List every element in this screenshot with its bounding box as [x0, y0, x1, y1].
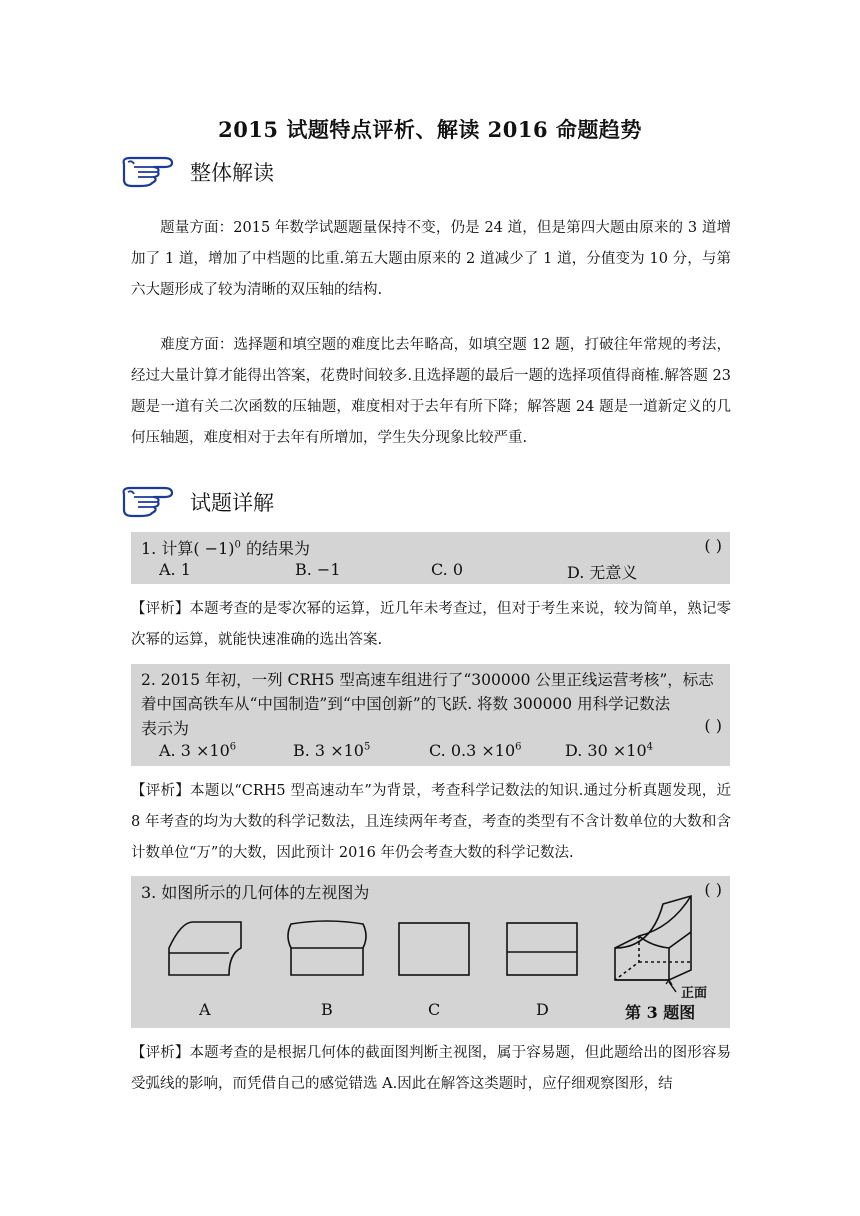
analysis-q3: 【评析】本题考查的是根据几何体的截面图判断主视图，属于容易题，但此题给出的图形容易受弧线的影响，而凭借自己的感觉错选 A.因此在解答这类题时，应仔细观察图形，结 — [131, 1045, 731, 1092]
paragraph-difficulty: 难度方面：选择题和填空题的难度比去年略高，如填空题 12 题，打破往年常规的考法，经过大量计算才能得出答案，花费时间较多.且选择题的最后一题的选择项值得商榷.解答题 23 题是一道有关二次函数的压轴题，难度相对于去年有所下降；解答题 24 题是一道新定义的几何压轴题，难度相对于去年有所增加，学生失分现象比较严重. — [131, 337, 731, 446]
figure-c — [399, 923, 469, 975]
question-3-stem: 3. 如图所示的几何体的左视图为 — [141, 883, 370, 902]
section-overall-header — [120, 152, 274, 192]
option-a: A. 1 — [159, 560, 191, 579]
question-2-line-3: 表示为 — [141, 719, 190, 738]
answer-paren: ( ) — [704, 880, 722, 899]
option-a: A. $3 \times 10^6$ — [159, 741, 237, 760]
option-b: B. −1 — [295, 560, 341, 579]
question-2-line-2: 着中国高铁车从“中国制造”到“中国创新”的飞跃. 将数 300000 用科学记数法 — [141, 695, 671, 713]
question-2-line-1: 2. 2015 年初，一列 CRH5 型高速车组进行了“300000 公里正线运营考核”，标志 — [141, 671, 714, 689]
label-d: D — [536, 1000, 549, 1019]
label-c: C — [428, 1000, 441, 1019]
question-2-box — [131, 664, 730, 766]
analysis-q1: 【评析】本题考查的是零次幂的运算，近几年未考查过，但对于考生来说，较为简单，熟记零次幂的运算，就能快速准确的选出答案. — [131, 601, 731, 648]
figure-b — [288, 921, 366, 975]
option-d: D. 无意义 — [567, 563, 638, 582]
answer-paren: ( ) — [704, 716, 722, 735]
figure-d — [507, 923, 577, 975]
front-label: 正面 — [681, 986, 708, 1001]
option-b: B. $3 \times 10^5$ — [293, 741, 371, 760]
pointing-hand-icon — [120, 484, 176, 520]
question-3-box — [131, 876, 730, 1028]
option-d: D. $30 \times 10^4$ — [565, 741, 654, 760]
question-1-stem: 1. 计算( −1)$^0$ 的结果为 — [141, 539, 310, 558]
section-title: 整体解读 — [190, 161, 274, 185]
question-1-box — [131, 532, 730, 584]
section-details-header — [120, 482, 274, 522]
analysis-q2: 【评析】本题以“CRH5 型高速动车”为背景，考查科学记数法的知识.通过分析真题发现，近 8 年考查的均为大数的科学记数法，且连续两年考查，考查的类型有不含计数单位的大数和含计数单位“万”的大数，因此预计 2016 年仍会考查大数的科学记数法. — [131, 783, 731, 861]
page-title: 2015 试题特点评析、解读 2016 命题趋势 — [218, 117, 642, 142]
figure-a — [169, 922, 241, 975]
figure-caption: 第 3 题图 — [625, 1003, 696, 1022]
answer-paren: ( ) — [704, 536, 722, 555]
label-b: B — [321, 1000, 333, 1019]
paragraph-quantity: 题量方面：2015 年数学试题题量保持不变，仍是 24 道，但是第四大题由原来的 3 道增加了 1 道，增加了中档题的比重.第五大题由原来的 2 道减少了 1 道，分值变为 10 分，与第六大题形成了较为清晰的双压轴的结构. — [131, 220, 731, 298]
section-title: 试题详解 — [190, 491, 274, 515]
figure-solid — [615, 896, 691, 992]
option-c: C. $0.3 \times 10^6$ — [429, 741, 522, 760]
label-a: A — [199, 1000, 211, 1019]
option-c: C. 0 — [431, 560, 464, 579]
pointing-hand-icon — [120, 154, 176, 190]
